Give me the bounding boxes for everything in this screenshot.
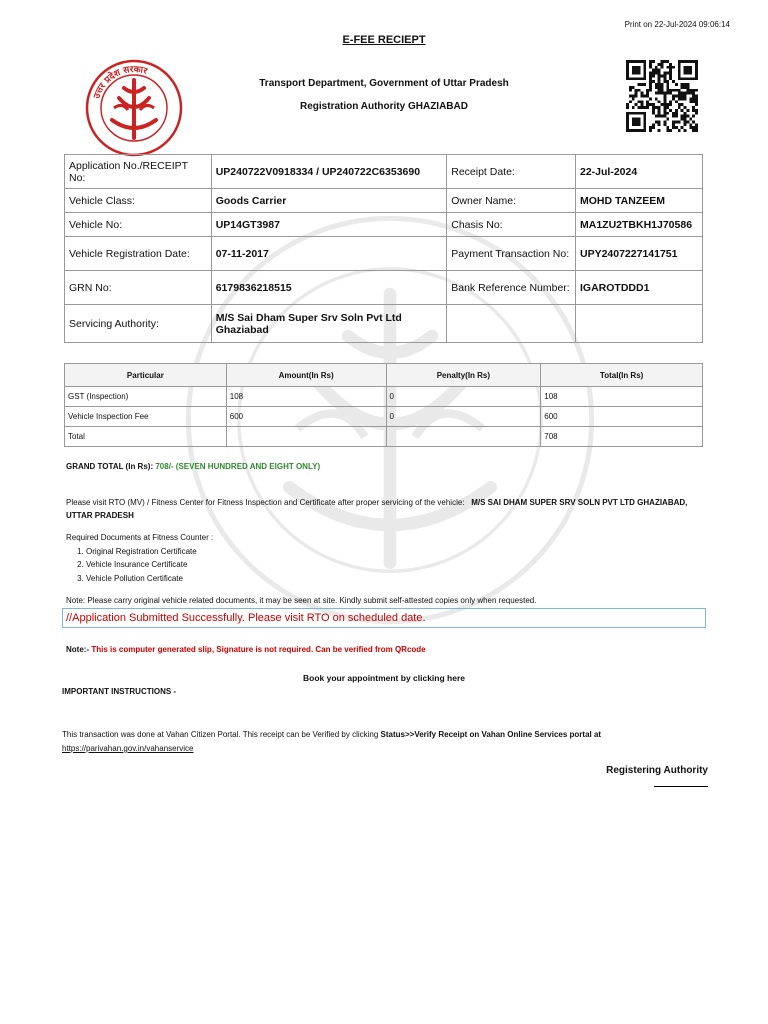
detail-label: Owner Name: bbox=[447, 189, 576, 213]
detail-label: Vehicle Class: bbox=[65, 189, 212, 213]
print-datetime: 22-Jul-2024 09:06:14 bbox=[654, 20, 730, 29]
print-label: Print on bbox=[624, 20, 653, 29]
transaction-text: This transaction was done at Vahan Citizen Portal. This receipt can be Verified by clicking bbox=[62, 730, 379, 739]
qr-code-icon bbox=[626, 60, 698, 132]
fee-row bbox=[65, 387, 703, 407]
detail-label: Payment Transaction No: bbox=[447, 237, 576, 271]
detail-row bbox=[65, 305, 703, 343]
detail-value: 07-11-2017 bbox=[211, 237, 447, 271]
detail-label: Vehicle No: bbox=[65, 213, 212, 237]
detail-value: Goods Carrier bbox=[211, 189, 447, 213]
detail-row bbox=[65, 213, 703, 237]
verify-receipt-text: Status>>Verify Receipt on Vahan Online Services portal at bbox=[380, 730, 602, 739]
carry-documents-note: Note: Please carry original vehicle related documents, it may be seen at site. Kindly submit self-attested copies only when requested. bbox=[66, 596, 537, 605]
receipt-title bbox=[0, 34, 768, 46]
fee-cell: 708 bbox=[541, 427, 703, 447]
fee-row bbox=[65, 407, 703, 427]
detail-value bbox=[575, 305, 702, 343]
important-instructions-heading: IMPORTANT INSTRUCTIONS - bbox=[62, 687, 177, 696]
fee-column-header: Amount(In Rs) bbox=[226, 364, 386, 387]
detail-value: IGAROTDDD1 bbox=[575, 271, 702, 305]
fee-column-header: Total(In Rs) bbox=[541, 364, 703, 387]
detail-value: MA1ZU2TBKH1J70586 bbox=[575, 213, 702, 237]
book-appointment-link[interactable]: Book your appointment by clicking here bbox=[303, 673, 465, 683]
required-doc-item: 1. Original Registration Certificate bbox=[86, 545, 213, 559]
required-docs-title: Required Documents at Fitness Counter : bbox=[66, 533, 214, 542]
visit-instructions bbox=[66, 496, 706, 522]
detail-value: UP14GT3987 bbox=[211, 213, 447, 237]
fee-cell: GST (Inspection) bbox=[65, 387, 227, 407]
fee-column-header: Particular bbox=[65, 364, 227, 387]
detail-label: Servicing Authority: bbox=[65, 305, 212, 343]
detail-label: Application No./RECEIPT No: bbox=[65, 155, 212, 189]
detail-row bbox=[65, 271, 703, 305]
generated-slip-note bbox=[66, 645, 426, 654]
fee-cell: 0 bbox=[386, 387, 541, 407]
detail-value: 6179836218515 bbox=[211, 271, 447, 305]
grand-total bbox=[66, 462, 320, 471]
grand-total-value: 708/- (SEVEN HUNDRED AND EIGHT ONLY) bbox=[155, 462, 321, 471]
detail-row bbox=[65, 237, 703, 271]
fee-cell: 600 bbox=[226, 407, 386, 427]
fee-cell: 0 bbox=[386, 407, 541, 427]
detail-label: Receipt Date: bbox=[447, 155, 576, 189]
print-timestamp bbox=[625, 20, 730, 29]
note-label: Note:- bbox=[66, 645, 90, 654]
comment-slash-icon: // bbox=[66, 612, 73, 624]
detail-value: M/S Sai Dham Super Srv Soln Pvt Ltd Ghaziabad bbox=[211, 305, 447, 343]
success-message-text: Application Submitted Successfully. Please visit RTO on scheduled date. bbox=[72, 612, 426, 624]
success-message bbox=[66, 612, 426, 624]
required-documents bbox=[66, 531, 213, 585]
fee-cell bbox=[386, 427, 541, 447]
detail-row bbox=[65, 155, 703, 189]
fee-row bbox=[65, 427, 703, 447]
required-doc-item: 3. Vehicle Pollution Certificate bbox=[86, 572, 213, 586]
fee-cell: 108 bbox=[226, 387, 386, 407]
detail-label: Bank Reference Number: bbox=[447, 271, 576, 305]
detail-row bbox=[65, 189, 703, 213]
detail-label bbox=[447, 305, 576, 343]
detail-value: UP240722V0918334 / UP240722C6353690 bbox=[211, 155, 447, 189]
fee-table bbox=[64, 363, 703, 447]
vahan-service-link[interactable]: https://parivahan.gov.in/vahanservice bbox=[62, 744, 194, 753]
fee-cell: Total bbox=[65, 427, 227, 447]
fee-cell: 600 bbox=[541, 407, 703, 427]
grand-total-label: GRAND TOTAL (In Rs): bbox=[66, 462, 154, 471]
detail-label: Chasis No: bbox=[447, 213, 576, 237]
registration-authority-line: Registration Authority GHAZIABAD bbox=[300, 101, 468, 112]
receipt-details-table bbox=[64, 154, 703, 343]
detail-label: GRN No: bbox=[65, 271, 212, 305]
signature-line bbox=[654, 786, 708, 787]
detail-value: UPY2407227141751 bbox=[575, 237, 702, 271]
fee-cell: 108 bbox=[541, 387, 703, 407]
department-name: Transport Department, Government of Uttar Pradesh bbox=[259, 78, 509, 89]
fee-cell: Vehicle Inspection Fee bbox=[65, 407, 227, 427]
transaction-info bbox=[62, 728, 712, 756]
visit-center: M/S SAI DHAM SUPER SRV SOLN PVT LTD GHAZIABAD, UTTAR PRADESH bbox=[66, 498, 688, 520]
visit-text: Please visit RTO (MV) / Fitness Center for Fitness Inspection and Certificate after proper servicing of the vehicle: bbox=[66, 498, 465, 507]
detail-label: Vehicle Registration Date: bbox=[65, 237, 212, 271]
receipt-title-text: E-FEE RECIEPT bbox=[342, 34, 426, 46]
detail-value: MOHD TANZEEM bbox=[575, 189, 702, 213]
seal-text: उत्तर प्रदेश सरकार bbox=[92, 64, 149, 100]
detail-value: 22-Jul-2024 bbox=[575, 155, 702, 189]
required-doc-item: 2. Vehicle Insurance Certificate bbox=[86, 558, 213, 572]
registering-authority: Registering Authority bbox=[606, 765, 708, 776]
note-generated-text: This is computer generated slip, Signature is not required. Can be verified from QRcode bbox=[91, 645, 426, 654]
fee-column-header: Penalty(In Rs) bbox=[386, 364, 541, 387]
fee-cell bbox=[226, 427, 386, 447]
